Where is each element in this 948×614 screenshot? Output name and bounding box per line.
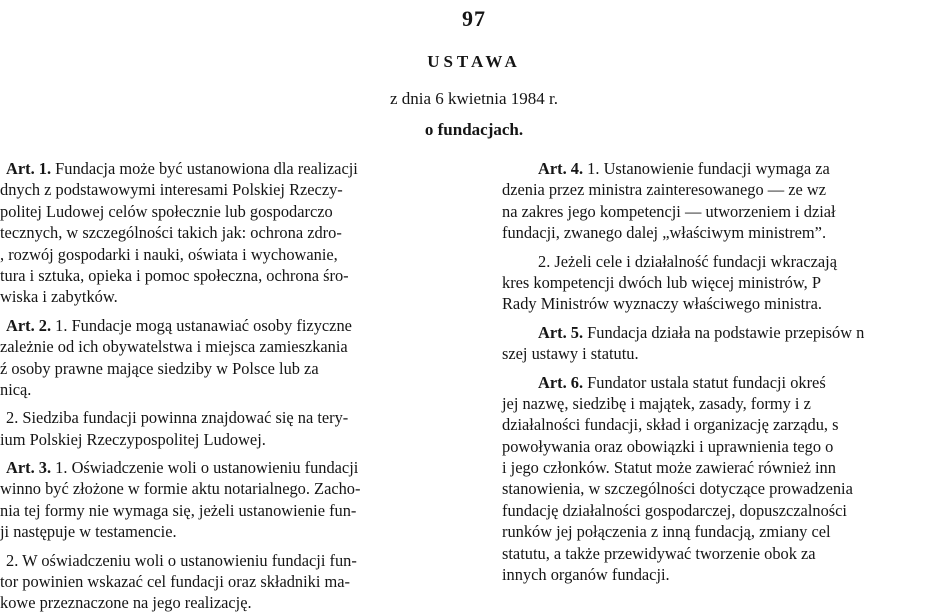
text-line [0, 315, 360, 336]
article-text: ium Polskiej Rzeczypospolitej Ludowej. [0, 429, 266, 449]
text-line [494, 272, 864, 293]
article-text: jej nazwę, siedzibę i majątek, zasady, formy i z [502, 393, 811, 413]
article-text: 1. Oświadczenie woli o ustanowieniu fundacji [55, 458, 359, 478]
text-line [494, 343, 864, 364]
text-line [0, 244, 360, 265]
article-text: 1. Fundacje mogą ustanawiać osoby fizyczne [55, 315, 352, 335]
article-label: Art. 2. [6, 315, 52, 335]
article-text: działalności fundacji, skład i organizację zarządu, s [502, 415, 839, 435]
article-text: kowe przeznaczone na jego realizację. [0, 593, 252, 613]
article-text: ź osoby prawne mające siedziby w Polsce lub za [0, 358, 319, 378]
text-line [0, 358, 360, 379]
text-line [494, 564, 864, 585]
text-line [0, 500, 360, 521]
text-line [0, 265, 360, 286]
text-line [0, 521, 360, 542]
article-label: Art. 3. [6, 458, 52, 478]
article-text: stanowienia, w szczególności dotyczące prowadzenia [502, 479, 853, 499]
text-line [494, 201, 864, 222]
article-text: fundacji, zwanego dalej „właściwym ministrem”. [502, 223, 827, 243]
text-line [494, 158, 864, 179]
text-line [0, 550, 360, 571]
text-line [494, 478, 864, 499]
text-line [0, 379, 360, 400]
article-text: innych organów fundacji. [502, 565, 670, 585]
text-line [0, 592, 360, 613]
article-text: 1. Ustanowienie fundacji wymaga za [587, 159, 830, 178]
article-text: nia tej formy nie wymaga się, jeżeli ustanowienie fun- [0, 500, 357, 520]
text-line [494, 372, 864, 393]
text-line [494, 393, 864, 414]
article-text: na zakres jego kompetencji — utworzeniem i dział [502, 201, 836, 221]
article-text: Fundacja może być ustanowiona dla realizacji [55, 159, 358, 178]
article-text: dzenia przez ministra zainteresowanego — ze wz [502, 180, 827, 200]
article-text: 2. Jeżeli cele i działalność fundacji wkraczają [538, 251, 837, 271]
text-line [494, 457, 864, 478]
article-text: dnych z podstawowymi interesami Polskiej Rzeczy- [0, 180, 343, 200]
text-line [0, 407, 360, 428]
article-text: zależnie od ich obywatelstwa i miejsca zamieszkania [0, 337, 348, 357]
article-text: ji następuje w testamencie. [0, 522, 177, 542]
text-line [0, 179, 360, 200]
article-text: Fundator ustala statut fundacji okreś [587, 372, 826, 392]
text-line [494, 293, 864, 314]
article-text: , rozwój gospodarki i nauki, oświata i wychowanie, [0, 244, 338, 264]
text-line [0, 286, 360, 307]
text-line [0, 201, 360, 222]
article-label: Art. 6. [538, 372, 584, 392]
article-text: 2. Siedziba fundacji powinna znajdować się na tery- [6, 408, 349, 428]
article-text: szej ustawy i statutu. [502, 344, 639, 364]
article-label: Art. 5. [538, 322, 584, 342]
text-line [494, 543, 864, 564]
text-line [494, 251, 864, 272]
article-text: winno być złożone w formie aktu notarialnego. Zacho- [0, 479, 361, 499]
article-text: tecznych, w szczególności takich jak: ochrona zdro- [0, 223, 342, 243]
article-text: kres kompetencji dwóch lub więcej ministrów, P [502, 272, 821, 292]
act-date: z dnia 6 kwietnia 1984 r. [389, 89, 559, 108]
text-line [494, 322, 864, 343]
article-label: Art. 4. [538, 159, 584, 178]
article-text: Rady Ministrów wyznaczy właściwego ministra. [502, 294, 823, 314]
right-text-column [494, 158, 864, 585]
article-text: statutu, a także przewidywać tworzenie obok za [502, 543, 816, 563]
text-line [494, 222, 864, 243]
text-line [0, 222, 360, 243]
article-text: tor powinien wskazać cel fundacji oraz składniki ma- [0, 572, 350, 592]
text-line [494, 521, 864, 542]
article-label: Art. 1. [6, 159, 52, 178]
article-text: politej Ludowej celów społecznie lub gospodarczo [0, 201, 333, 221]
text-line [494, 414, 864, 435]
act-title: USTAWA [427, 52, 521, 71]
text-line [494, 179, 864, 200]
article-text: runków jej połączenia z inną fundacją, zmiany cel [502, 522, 831, 542]
act-subject: o fundacjach. [424, 120, 524, 139]
article-text: tura i sztuka, opieka i pomoc społeczna, ochrona śro- [0, 265, 349, 285]
text-line [0, 336, 360, 357]
text-line [0, 571, 360, 592]
text-line [0, 478, 360, 499]
text-line [494, 436, 864, 457]
article-text: i jego członków. Statut może zawierać również inn [502, 458, 836, 478]
text-line [0, 429, 360, 450]
text-line [494, 500, 864, 521]
article-text: Fundacja działa na podstawie przepisów n [587, 322, 865, 342]
article-text: wiska i zabytków. [0, 287, 118, 307]
article-text: nicą. [0, 379, 32, 399]
article-text: fundację działalności gospodarczej, dopuszczalności [502, 500, 847, 520]
left-text-column [0, 158, 360, 614]
page-number: 97 [462, 6, 486, 31]
text-line [0, 158, 360, 179]
article-text: powoływania oraz obowiązki i uprawnienia tego o [502, 436, 834, 456]
article-text: 2. W oświadczeniu woli o ustanowieniu fundacji fun- [6, 550, 357, 570]
text-line [0, 457, 360, 478]
